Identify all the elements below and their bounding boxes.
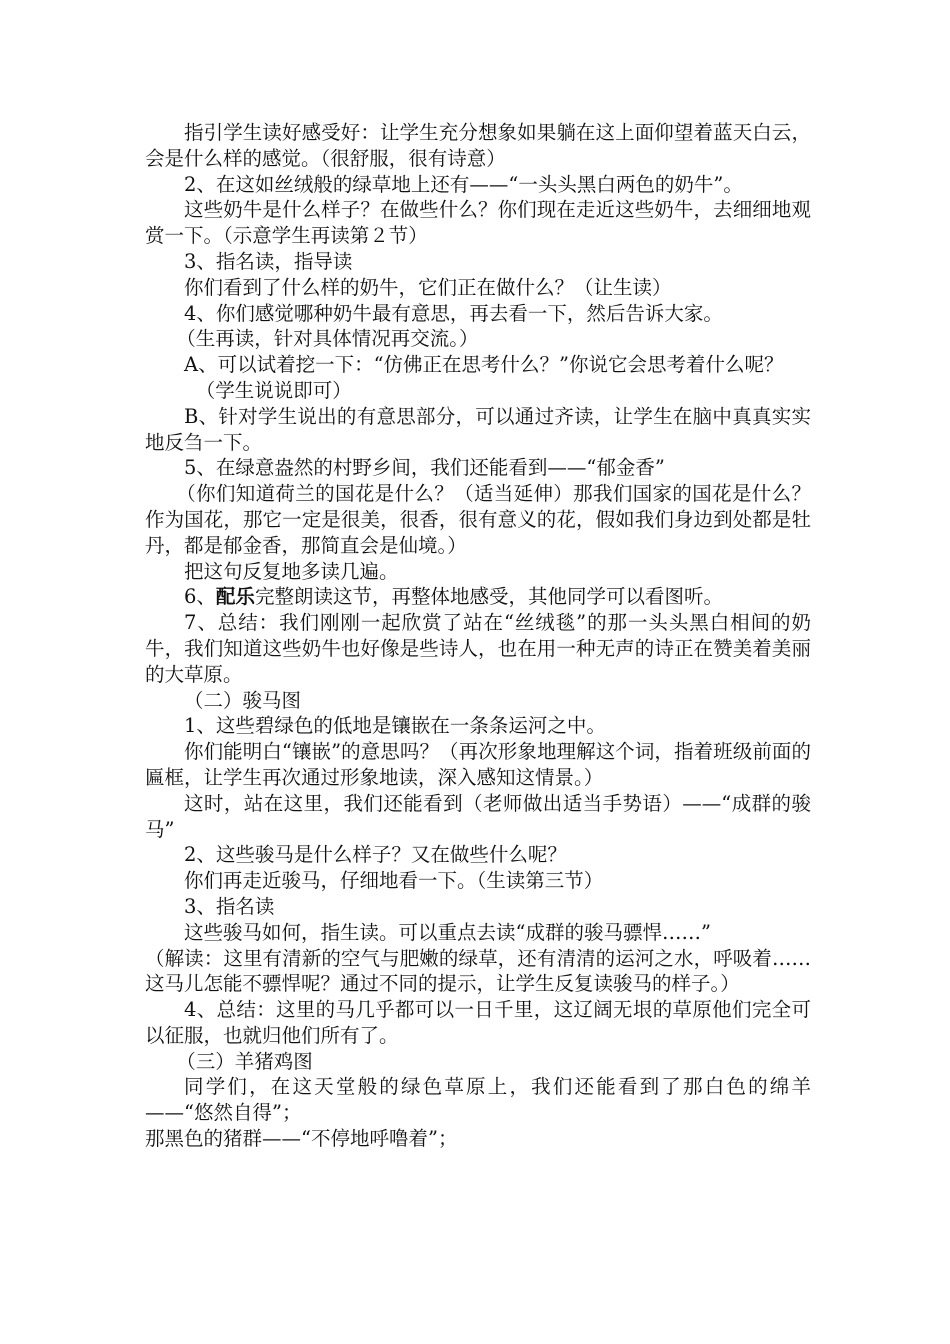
paragraph: （解读：这里有清新的空气与肥嫩的绿草，还有清清的运河之水，呼吸着……这马儿怎能不骠悍呢？通过不同的提示，让学生反复读骏马的样子。） <box>145 946 811 996</box>
paragraph: 3、指名读，指导读 <box>184 249 353 273</box>
paragraph: 指引学生读好感受好：让学生充分想象如果躺在这上面仰望着蓝天白云，会是什么样的感觉。（很舒服，很有诗意） <box>145 121 811 170</box>
paragraph: 同学们，在这天堂般的绿色草原上，我们还能看到了那白色的绵羊——“悠然自得”； <box>145 1075 811 1125</box>
paragraph: 你们看到了什么样的奶牛，它们正在做什么？（让生读） <box>184 275 672 299</box>
paragraph: 这些骏马如何，指生读。可以重点去读“成群的骏马骠悍……” <box>184 920 711 944</box>
section-heading: （三）羊猪鸡图 <box>176 1049 313 1073</box>
paragraph: B、针对学生说出的有意思部分，可以通过齐读，让学生在脑中真真实实地反刍一下。 <box>145 404 811 454</box>
paragraph: A、可以试着挖一下：“仿佛正在思考什么？”你说它会思考着什么呢？ <box>184 353 784 377</box>
paragraph: 3、指名读 <box>184 894 275 918</box>
paragraph: （你们知道荷兰的国花是什么？（适当延伸）那我们国家的国花是什么？作为国花，那它一定是很美，很香，很有意义的花，假如我们身边到处都是牡丹，都是郁金香，那简直会是仙境。） <box>145 482 811 557</box>
paragraph: 那黑色的猪群——“不停地呼噜着”； <box>145 1127 458 1151</box>
paragraph: （学生说说即可） <box>195 378 352 402</box>
paragraph: 你们能明白“镶嵌”的意思吗？（再次形象地理解这个词，指着班级前面的匾框，让学生再次通过形象地读，深入感知这情景。） <box>145 740 811 789</box>
paragraph-prefix: 6、 <box>184 585 216 609</box>
paragraph: 2、这些骏马是什么样子？又在做些什么呢？ <box>184 843 567 867</box>
paragraph: 你们再走近骏马，仔细地看一下。（生读第三节） <box>184 869 604 893</box>
paragraph: 把这句反复地多读几遍。 <box>184 559 399 583</box>
document-body <box>145 120 811 1152</box>
paragraph: 5、在绿意盎然的村野乡间，我们还能看到——“郁金香” <box>184 456 665 480</box>
section-heading: （二）骏马图 <box>184 688 302 712</box>
paragraph: 4、你们感觉哪种奶牛最有意思，再去看一下，然后告诉大家。 <box>184 301 723 325</box>
paragraph: 7、总结：我们刚刚一起欣赏了站在“丝绒毯”的那一头头黑白相间的奶牛，我们知道这些奶牛也好像是些诗人，也在用一种无声的诗正在赞美着美丽的大草原。 <box>145 611 811 686</box>
paragraph: 这些奶牛是什么样子？在做些什么？你们现在走近这些奶牛，去细细地观赏一下。（示意学生再读第２节） <box>145 198 811 248</box>
paragraph: 这时，站在这里，我们还能看到（老师做出适当手势语）——“成群的骏马” <box>145 791 811 841</box>
paragraph: 1、这些碧绿色的低地是镶嵌在一条条运河之中。 <box>184 714 606 738</box>
paragraph: 4、总结：这里的马几乎都可以一日千里，这辽阔无垠的草原他们完全可以征服，也就归他们所有了。 <box>145 998 811 1047</box>
paragraph <box>145 584 811 610</box>
paragraph-rest: 完整朗读这节，再整体地感受，其他同学可以看图听。 <box>254 585 723 609</box>
paragraph: 2、在这如丝绒般的绿草地上还有——“一头头黑白两色的奶牛”。 <box>184 172 743 196</box>
bold-keyword: 配乐 <box>215 585 255 609</box>
paragraph: （生再读，针对具体情况再交流。） <box>176 327 479 351</box>
